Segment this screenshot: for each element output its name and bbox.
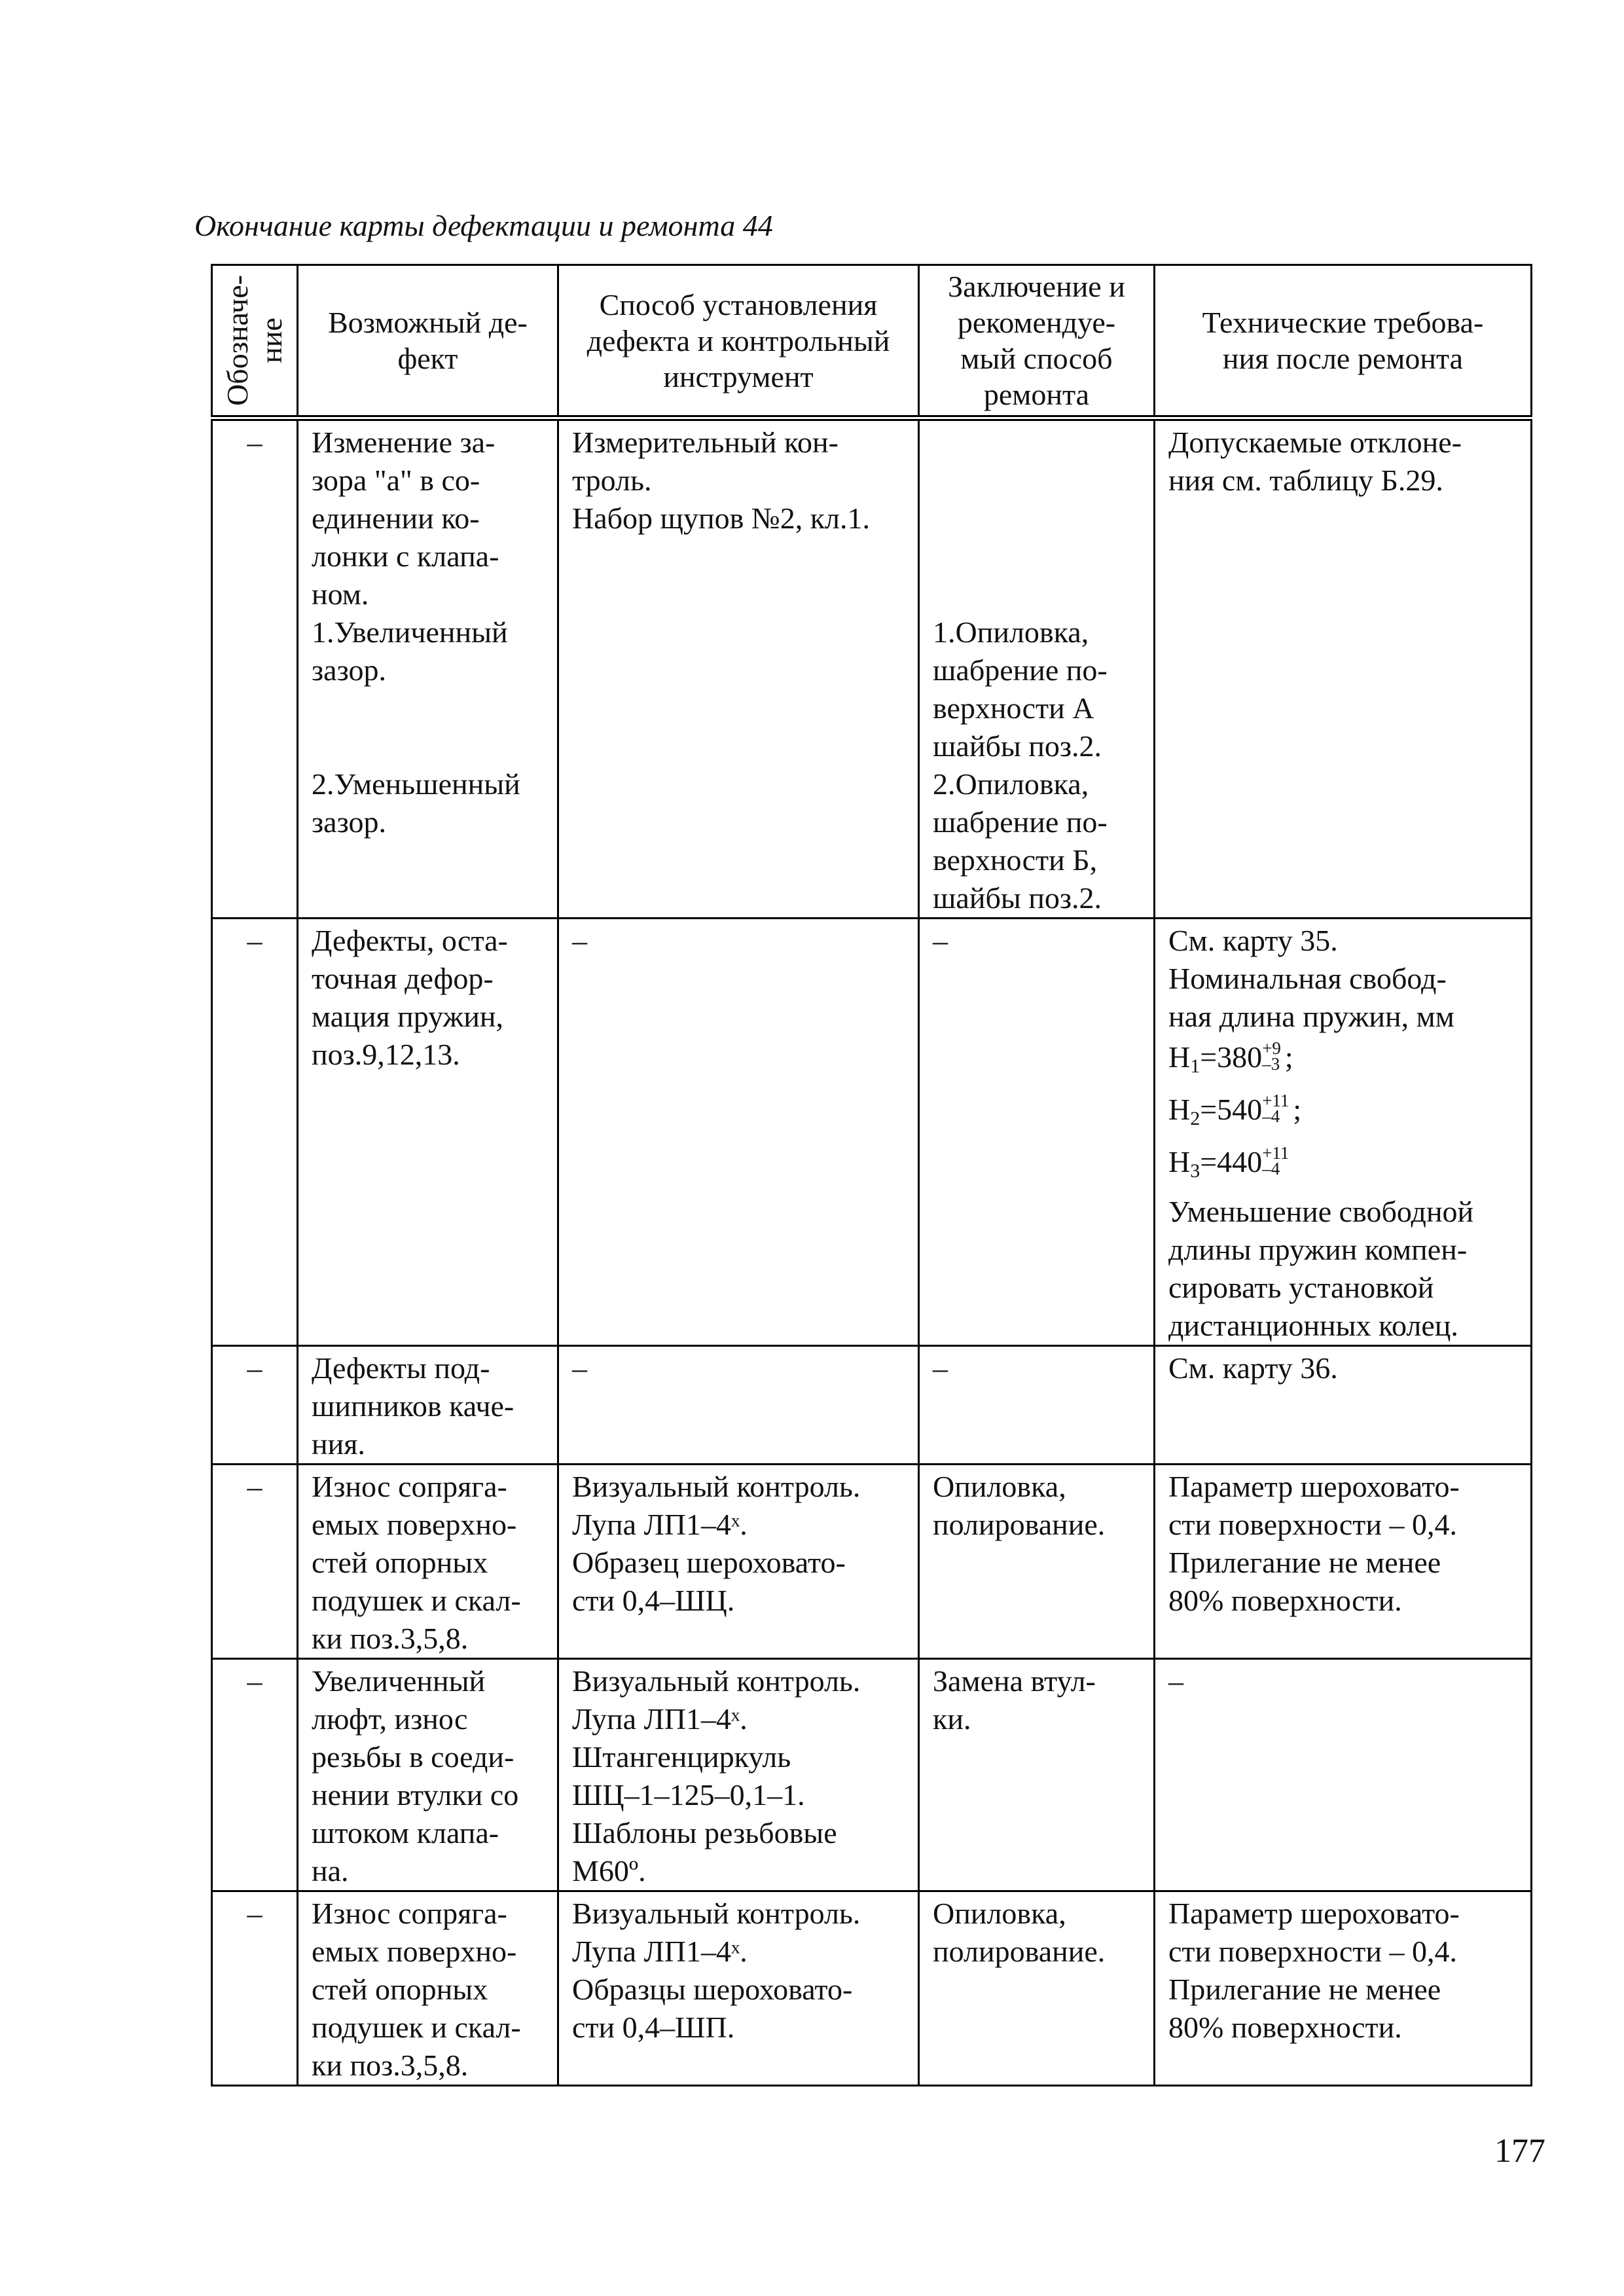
cell-conclusion: Замена втул- ки.: [919, 1659, 1155, 1891]
cell-designation: –: [212, 919, 298, 1346]
cell-designation: –: [212, 418, 298, 919]
cell-requirements: Параметр шероховато- сти поверхности – 0,4. Прилегание не менее 80% поверхности.: [1155, 1891, 1532, 2086]
header-method: Способ установления дефекта и контрольный инструмент: [558, 265, 919, 418]
cell-defect: Износ сопряга- емых поверхно- стей опорных подушек и скал- ки поз.3,5,8.: [298, 1465, 558, 1659]
spring-length-formula-2: $H_2=540$ +11 –4 ;: [1168, 1091, 1302, 1129]
cell-defect: Дефекты, оста- точная дефор- мация пружин, поз.9,12,13.: [298, 919, 558, 1346]
header-designation-label: Обозначе- ние: [221, 275, 288, 406]
table-caption: Окончание карты дефектации и ремонта 44: [194, 209, 773, 242]
cell-requirements: [1155, 919, 1532, 1346]
cell-conclusion: 1.Опиловка, шабрение по- верхности А шайбы поз.2. 2.Опиловка, шабрение по- верхности Б, шайбы поз.2.: [919, 418, 1155, 919]
cell-requirements: См. карту 36.: [1155, 1346, 1532, 1465]
cell-defect: Изменение за- зора "а" в со- единении ко- лонки с клапа- ном. 1.Увеличенный зазор. 2.Уменьшенный зазор.: [298, 418, 558, 919]
cell-method: Визуальный контроль. Лупа ЛП1–4ˣ. Образец шероховато- сти 0,4–ШЦ.: [558, 1465, 919, 1659]
cell-conclusion: –: [919, 1346, 1155, 1465]
table-row: [212, 1346, 1532, 1465]
table-row: [212, 919, 1532, 1346]
table-row: [212, 418, 1532, 919]
cell-designation: –: [212, 1891, 298, 2086]
defect-repair-table: [211, 264, 1532, 2086]
header-requirements: Технические требова- ния после ремонта: [1155, 265, 1532, 418]
cell-method: –: [558, 1346, 919, 1465]
cell-method: Визуальный контроль. Лупа ЛП1–4ˣ. Штангенциркуль ШЦ–1–125–0,1–1. Шаблоны резьбовые М60º.: [558, 1659, 919, 1891]
table-row: [212, 1891, 1532, 2086]
cell-designation: –: [212, 1346, 298, 1465]
cell-method: –: [558, 919, 919, 1346]
cell-method: Визуальный контроль. Лупа ЛП1–4ˣ. Образцы шероховато- сти 0,4–ШП.: [558, 1891, 919, 2086]
table-row: [212, 1659, 1532, 1891]
cell-requirements: Параметр шероховато- сти поверхности – 0,4. Прилегание не менее 80% поверхности.: [1155, 1465, 1532, 1659]
spring-length-formula-1: $H_1=380$ +9 –3 ;: [1168, 1038, 1293, 1077]
table-header-row: [212, 265, 1532, 418]
cell-method: Измерительный кон- троль. Набор щупов №2, кл.1.: [558, 418, 919, 919]
cell-requirements: –: [1155, 1659, 1532, 1891]
spring-length-formula-3: $H_3=440$ +11 –4: [1168, 1143, 1290, 1182]
cell-designation: –: [212, 1465, 298, 1659]
page-number: 177: [1494, 2132, 1545, 2170]
requirements-intro: См. карту 35. Номинальная свобод- ная длина пружин, мм: [1168, 924, 1454, 1033]
cell-defect: Износ сопряга- емых поверхно- стей опорных подушек и скал- ки поз.3,5,8.: [298, 1891, 558, 2086]
table-row: [212, 1465, 1532, 1659]
cell-conclusion: –: [919, 919, 1155, 1346]
cell-defect: Дефекты под- шипников каче- ния.: [298, 1346, 558, 1465]
cell-defect: Увеличенный люфт, износ резьбы в соеди- нении втулки со штоком клапа- на.: [298, 1659, 558, 1891]
cell-designation: –: [212, 1659, 298, 1891]
cell-conclusion: Опиловка, полирование.: [919, 1465, 1155, 1659]
cell-requirements: Допускаемые отклоне- ния см. таблицу Б.29.: [1155, 418, 1532, 919]
header-conclusion: Заключение и рекомендуе- мый способ ремонта: [919, 265, 1155, 418]
cell-conclusion: Опиловка, полирование.: [919, 1891, 1155, 2086]
header-designation: [212, 265, 298, 418]
requirements-outro: Уменьшение свободной длины пружин компен- сировать установкой дистанционных колец.: [1168, 1195, 1474, 1342]
header-defect: Возможный де- фект: [298, 265, 558, 418]
